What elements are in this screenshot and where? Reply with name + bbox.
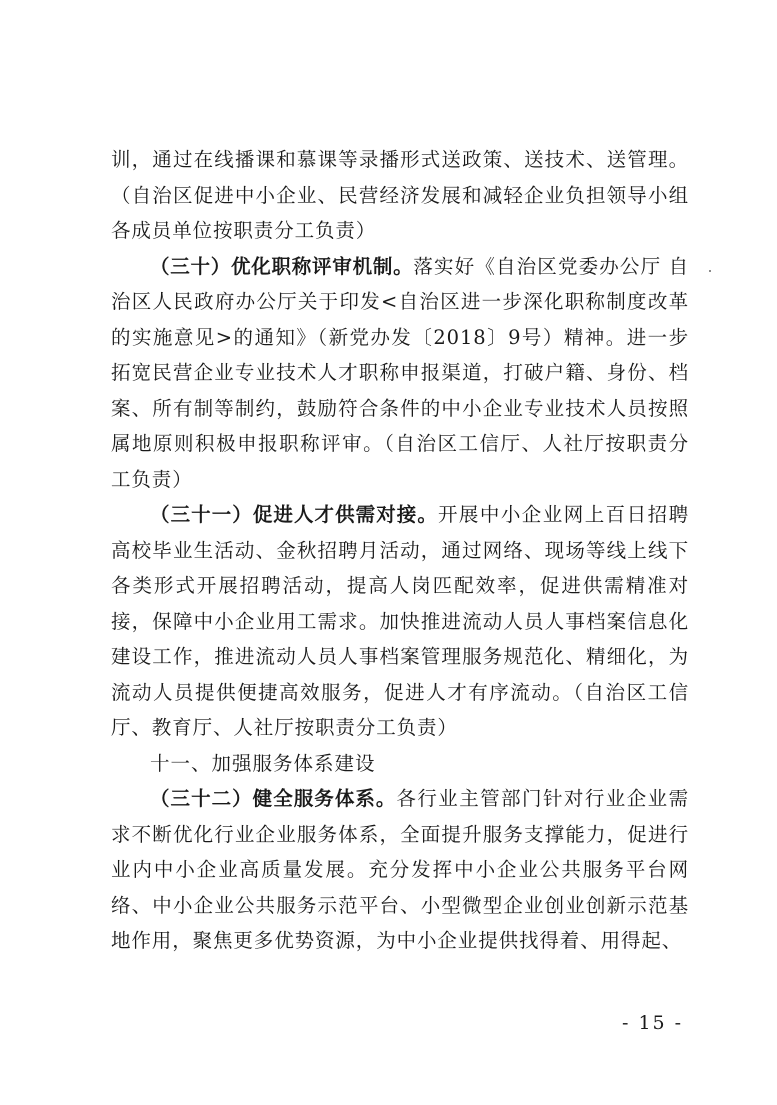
- paragraph-text: 各行业主管部门针对行业企业需求不断优化行业企业服务体系，全面提升服务支撑能力，促进行业内中小企业高质量发展。充分发挥中小企业公共服务平台网络、中小企业公共服务示范平台、小型微型企业创业创新示范基地作用，聚焦更多优势资源，为中小企业提供找得着、用得起、: [111, 787, 689, 952]
- paragraph-text: 落实好《自治区党委办公厅 自治区人民政府办公厅关于印发<自治区进一步深化职称制度改革的实施意见>的通知》（新党办发〔2018〕9号）精神。进一步拓宽民营企业专业技术人才职称申报渠道，打破户籍、身份、档案、所有制等制约，鼓励符合条件的中小企业专业技术人员按照属地原则积极申报职称评审。（自治区工信厅、人社厅按职责分工负责）: [111, 254, 689, 491]
- scan-speck: [709, 270, 711, 272]
- item-heading-30: （三十）优化职称评审机制。: [150, 254, 414, 278]
- item-heading-31: （三十一）促进人才供需对接。: [150, 503, 438, 526]
- page-number: - 15 -: [622, 1012, 684, 1034]
- paragraph-item-30: [111, 249, 689, 498]
- paragraph-text: 开展中小企业网上百日招聘高校毕业生活动、金秋招聘月活动，通过网络、现场等线上线下各类形式开展招聘活动，提高人岗匹配效率，促进供需精准对接，保障中小企业用工需求。加快推进流动人员人事档案信息化建设工作，推进流动人员人事档案管理服务规范化、精细化，为流动人员提供便捷高效服务，促进人才有序流动。（自治区工信厅、教育厅、人社厅按职责分工负责）: [111, 503, 689, 739]
- item-heading-32: （三十二）健全服务体系。: [150, 787, 397, 810]
- paragraph-text: 训，通过在线播课和慕课等录播形式送政策、送技术、送管理。（自治区促进中小企业、民营经济发展和减轻企业负担领导小组各成员单位按职责分工负责）: [111, 148, 689, 242]
- section-heading: 十一、加强服务体系建设: [150, 751, 376, 775]
- paragraph-item-32: [111, 781, 689, 959]
- paragraph-continuation: [111, 142, 689, 249]
- document-body: [111, 142, 689, 959]
- paragraph-item-31: [111, 497, 689, 746]
